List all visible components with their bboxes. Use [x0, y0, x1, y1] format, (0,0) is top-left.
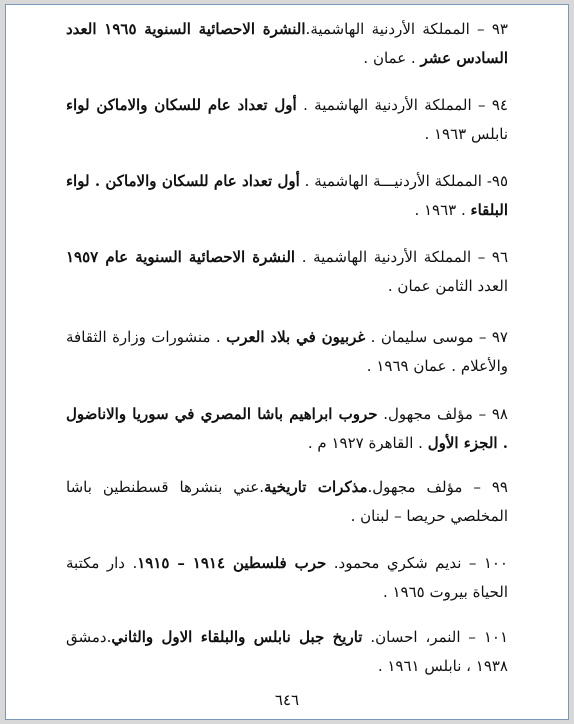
- entry-details: . دار مكتبة الحياة بيروت ١٩٦٥ .: [66, 554, 508, 601]
- document-page: [5, 4, 569, 720]
- entry-number: ٩٤: [491, 96, 508, 114]
- page-number: ٦٤٦: [274, 691, 300, 709]
- entry-title: غربيون في بلاد العرب: [226, 328, 366, 346]
- entry-author: – المملكة الأردنية الهاشمية .: [295, 248, 492, 266]
- bibliography-entry-98: [66, 400, 508, 458]
- entry-details: . عمان .: [363, 49, 421, 67]
- entry-details: العدد الثامن عمان .: [387, 277, 508, 295]
- bibliography-entry-97: [66, 323, 508, 381]
- entry-details: .دمشق ١٩٣٨ ، نابلس ١٩٦١ .: [66, 628, 508, 675]
- entry-author: – نديم شكري محمود.: [326, 554, 484, 572]
- entry-details: .عني بنشرها قسطنطين باشا المخلصي حريصا – لبنان .: [66, 478, 508, 525]
- entry-title: تاريخ جبل نابلس والبلقاء الاول والثاني: [111, 628, 363, 646]
- entry-title: مذكرات تاريخية: [264, 478, 368, 496]
- bibliography-entry-96: [66, 243, 508, 301]
- bibliography-entry-94: [66, 91, 508, 149]
- entry-details: . ١٩٦٣ .: [414, 201, 471, 219]
- entry-author: – المملكة الأردنية الهاشمية.: [305, 20, 492, 38]
- bibliography-entry-95: [66, 167, 508, 225]
- bibliography-entry-99: [66, 473, 508, 531]
- bibliography-entry-101: [66, 623, 508, 681]
- entry-details: . القاهرة ١٩٢٧ م .: [307, 434, 428, 452]
- bibliography-entry-100: [66, 549, 508, 607]
- entry-title: النشرة الاحصائية السنوية ١٩٦٥ العدد السادس عشر: [66, 20, 508, 67]
- entry-number: ٩٧: [491, 328, 508, 346]
- entry-author: – موسى سليمان .: [365, 328, 492, 346]
- entry-author: – مؤلف مجهول.: [367, 478, 492, 496]
- entry-author: – المملكة الأردنية الهاشمية .: [296, 96, 492, 114]
- entry-author: – النمر، احسان.: [362, 628, 484, 646]
- entry-number: ٩٥: [491, 172, 509, 190]
- entry-title: أول تعداد عام للسكان والاماكن لواء: [66, 96, 297, 114]
- entry-author: - المملكة الأردنيـــة الهاشمية .: [299, 172, 492, 190]
- entry-number: ٩٨: [491, 405, 508, 423]
- entry-details: نابلس ١٩٦٣ .: [424, 125, 508, 143]
- entry-title: أول تعداد عام للسكان والاماكن . لواء البلقاء: [66, 172, 508, 219]
- entry-number: ٩٩: [491, 478, 508, 496]
- entry-number: ١٠١: [483, 628, 508, 646]
- entry-number: ٩٦: [491, 248, 509, 266]
- entry-number: ٩٣: [491, 20, 508, 38]
- entry-title: حروب ابراهيم باشا المصري في سوريا والاناضول . الجزء الأول: [66, 405, 508, 452]
- entry-number: ١٠٠: [483, 554, 508, 572]
- bibliography-entry-93: [66, 15, 508, 73]
- entry-author: – مؤلف مجهول.: [377, 405, 492, 423]
- entry-details: . منشورات وزارة الثقافة والأعلام . عمان ١٩٦٩ .: [66, 328, 508, 375]
- entry-title: حرب فلسطين ١٩١٤ – ١٩١٥: [137, 554, 327, 572]
- entry-title: النشرة الاحصائية السنوية عام ١٩٥٧: [66, 248, 296, 266]
